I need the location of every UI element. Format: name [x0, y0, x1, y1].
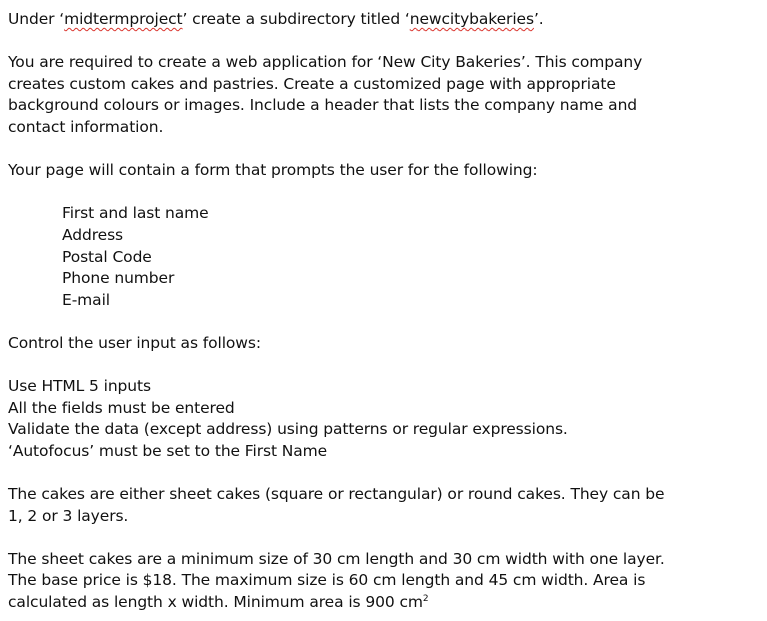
form-field-item: Address	[62, 225, 124, 244]
sub-dir-name: newcitybakeries	[409, 10, 534, 28]
project-dir-name: midtermproject	[64, 10, 183, 28]
intro-suffix: ’.	[533, 10, 544, 28]
sheet-cakes-line: The sheet cakes are a minimum size of 30 cm length and 30 cm width with one layer.	[8, 549, 665, 568]
form-field-item: Postal Code	[62, 247, 152, 266]
intro-prefix: Under ‘	[8, 10, 65, 28]
paragraph-gap	[8, 527, 759, 549]
area-text: calculated as length x width. Minimum area is 900 cm	[8, 593, 423, 612]
control-item: Use HTML 5 inputs	[8, 377, 151, 396]
area-line	[8, 592, 759, 614]
paragraph-gap	[8, 31, 759, 53]
form-field-item: First and last name	[62, 204, 209, 223]
control-item: ‘Autofocus’ must be set to the First Name	[8, 441, 328, 460]
paragraph-gap	[8, 139, 759, 161]
sheet-cakes-line: The base price is $18. The maximum size is 60 cm length and 45 cm width. Area is	[8, 571, 646, 590]
cakes-line: 1, 2 or 3 layers.	[8, 506, 129, 525]
control-intro: Control the user input as follows:	[8, 333, 261, 352]
control-item: Validate the data (except address) using patterns or regular expressions.	[8, 420, 568, 439]
requirements-line: You are required to create a web application for ‘New City Bakeries’. This company	[8, 53, 643, 72]
paragraph-gap	[8, 462, 759, 484]
requirements-line: contact information.	[8, 117, 164, 136]
requirements-line: background colours or images. Include a header that lists the company name and	[8, 96, 638, 115]
area-superscript: 2	[422, 594, 429, 605]
form-field-item: E-mail	[62, 290, 110, 309]
paragraph-gap	[8, 311, 759, 333]
cakes-line: The cakes are either sheet cakes (square or rectangular) or round cakes. They can be	[8, 485, 665, 504]
intro-middle: ’ create a subdirectory titled ‘	[182, 10, 410, 28]
paragraph-gap	[8, 355, 759, 377]
requirements-line: creates custom cakes and pastries. Create a customized page with appropriate	[8, 74, 616, 93]
form-field-item: Phone number	[62, 269, 175, 288]
intro-line	[8, 9, 759, 31]
control-item: All the fields must be entered	[8, 398, 235, 417]
form-intro: Your page will contain a form that prompts the user for the following:	[8, 161, 538, 180]
paragraph-gap	[8, 182, 759, 204]
